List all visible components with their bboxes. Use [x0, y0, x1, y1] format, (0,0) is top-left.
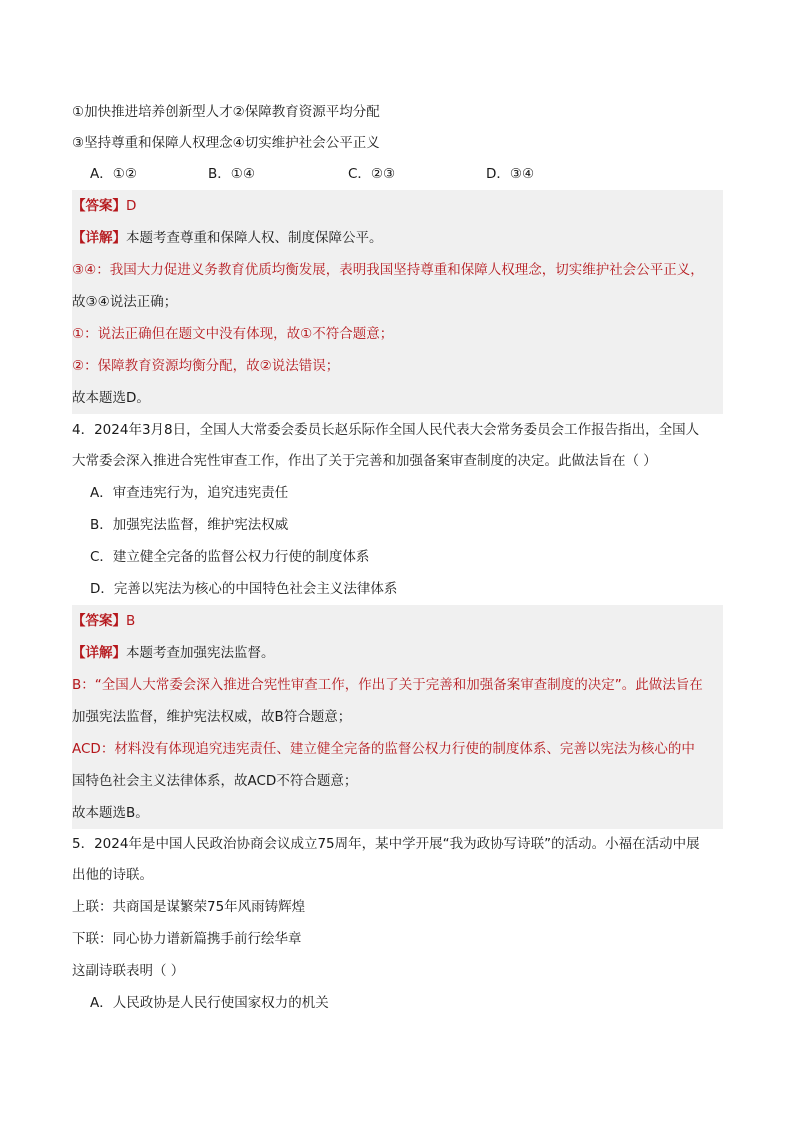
q5-couplet-upper: 上联：共商国是谋繁荣75年风雨铸辉煌: [72, 899, 306, 915]
q4-option-d: D．完善以宪法为核心的中国特色社会主义法律体系: [90, 581, 398, 597]
q3-option-d: D．③④: [486, 166, 535, 182]
q5-question: 这副诗联表明（ ）: [72, 963, 185, 979]
q3-option-a: A．①②: [90, 166, 137, 182]
answer-tag: 【答案】: [72, 198, 126, 214]
detail-tag: 【详解】: [72, 645, 126, 661]
detail-text: 本题考查加强宪法监督。: [126, 645, 275, 661]
answer-tag: 【答案】: [72, 613, 126, 629]
q4-explanation-2a: ACD：材料没有体现追究违宪责任、建立健全完备的监督公权力行使的制度体系、完善以宪法为核心的中: [72, 733, 723, 765]
q5-stem-line-1: 5．2024年是中国人民政治协商会议成立75周年，某中学开展“我为政协写诗联”的活动。小福在活动中展: [72, 836, 700, 852]
statement-line-2: ③坚持尊重和保障人权理念④切实维护社会公平正义: [72, 135, 380, 151]
q4-option-a: A．审查违宪行为，追究违宪责任: [90, 485, 289, 501]
q4-stem-line-2: 大常委会深入推进合宪性审查工作，作出了关于完善和加强备案审查制度的决定。此做法旨在（ ）: [72, 453, 657, 469]
q3-explanation-3: ②：保障教育资源均衡分配，故②说法错误；: [72, 350, 723, 382]
statement-line-1: ①加快推进培养创新型人才②保障教育资源平均分配: [72, 104, 380, 120]
q3-answer: [72, 190, 723, 222]
answer-value: D: [126, 198, 137, 214]
q4-answer: [72, 605, 723, 637]
q4-explanation-1b: 加强宪法监督，维护宪法权威，故B符合题意；: [72, 701, 723, 733]
q3-explanation-1a: ③④：我国大力促进义务教育优质均衡发展，表明我国坚持尊重和保障人权理念，切实维护社会公平正义，: [72, 254, 723, 286]
q5-couplet-lower: 下联：同心协力谱新篇携手前行绘华章: [72, 931, 302, 947]
q4-explanation-2b: 国特色社会主义法律体系，故ACD不符合题意；: [72, 765, 723, 797]
q3-option-b: B．①④: [208, 166, 255, 182]
q3-explanation-1b: 故③④说法正确；: [72, 286, 723, 318]
q4-explanation-1a: B：“全国人大常委会深入推进合宪性审查工作，作出了关于完善和加强备案审查制度的决定”。此做法旨在: [72, 669, 723, 701]
q4-option-b: B．加强宪法监督，维护宪法权威: [90, 517, 289, 533]
q3-option-c: C．②③: [348, 166, 396, 182]
detail-text: 本题考查尊重和保障人权、制度保障公平。: [126, 230, 383, 246]
q4-option-c: C．建立健全完备的监督公权力行使的制度体系: [90, 549, 370, 565]
q4-conclusion: 故本题选B。: [72, 797, 723, 829]
answer-value: B: [126, 613, 136, 629]
q5-option-a: A．人民政协是人民行使国家权力的机关: [90, 995, 329, 1011]
detail-tag: 【详解】: [72, 230, 126, 246]
q3-options: [90, 158, 723, 190]
q4-detail: [72, 637, 723, 669]
q3-detail: [72, 222, 723, 254]
q5-stem-line-2: 出他的诗联。: [72, 867, 153, 883]
q4-stem-line-1: 4．2024年3月8日，全国人大常委会委员长赵乐际作全国人民代表大会常务委员会工作报告指出，全国人: [72, 422, 700, 438]
q3-conclusion: 故本题选D。: [72, 382, 723, 414]
q3-explanation-2: ①：说法正确但在题文中没有体现，故①不符合题意；: [72, 318, 723, 350]
